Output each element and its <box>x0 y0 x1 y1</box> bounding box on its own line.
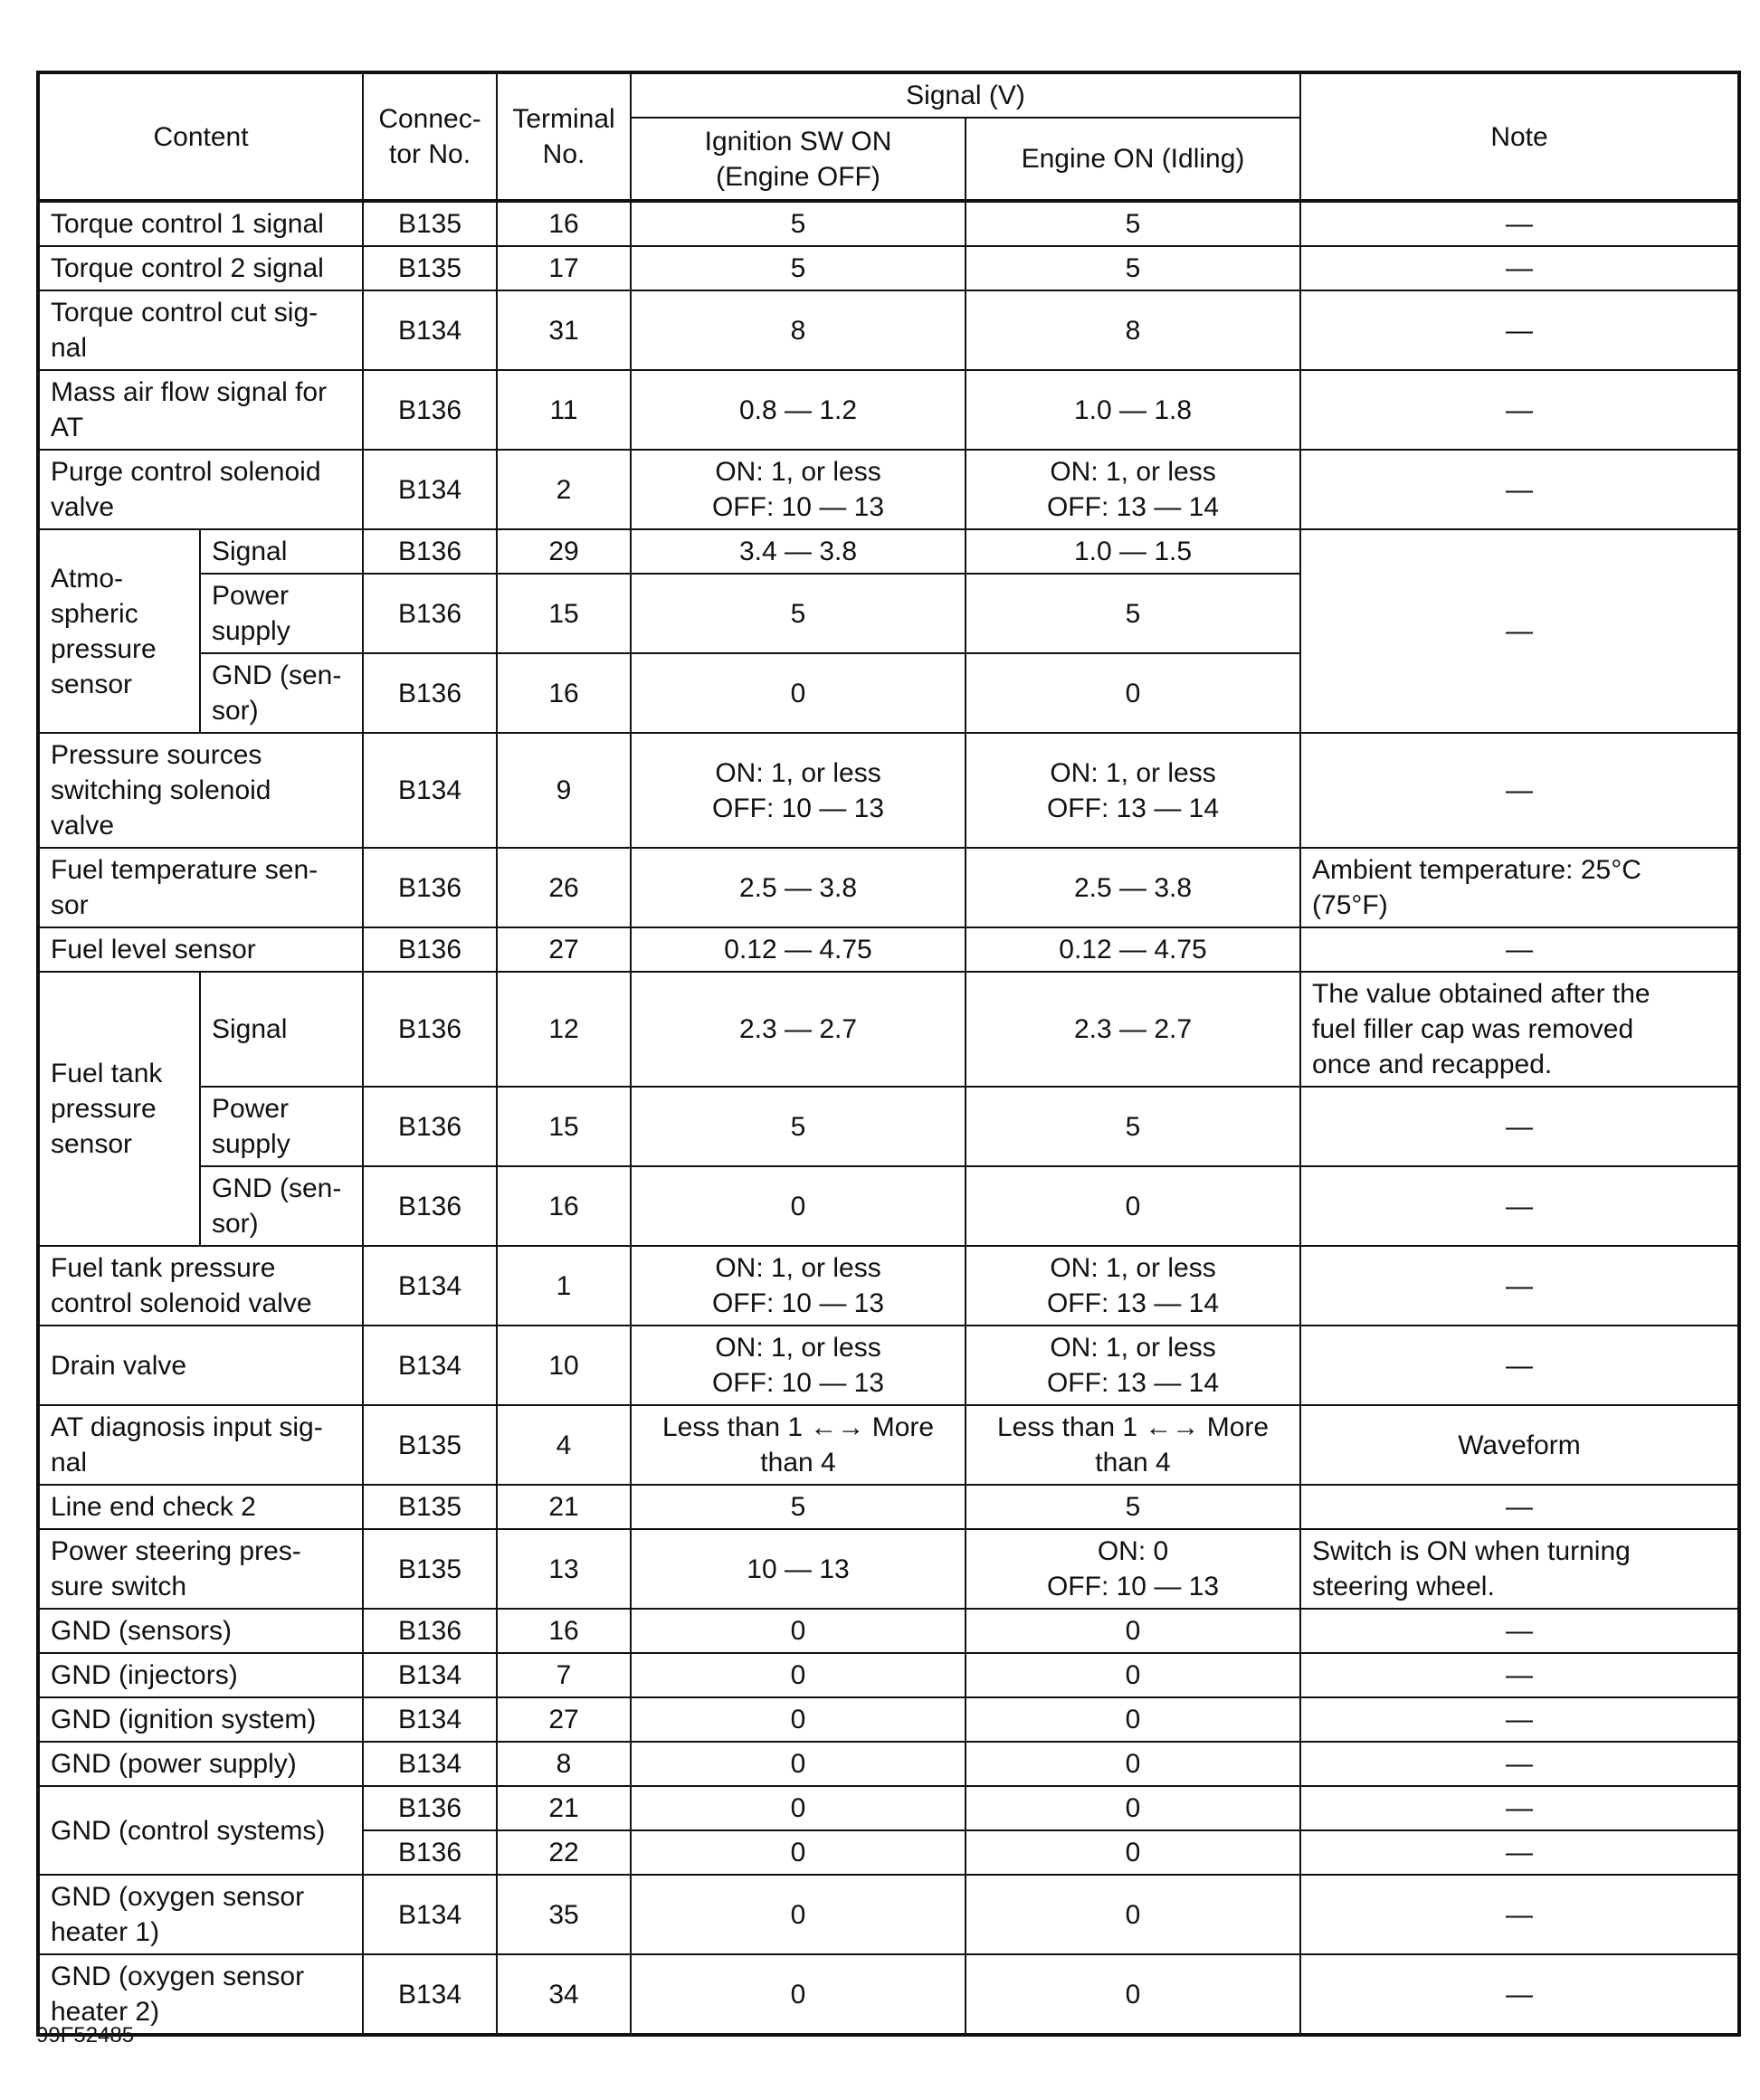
sub-item-cell: GND (sen- sor) <box>200 653 363 733</box>
engine-on-value: 0 <box>966 1609 1300 1653</box>
content-cell: Drain valve <box>38 1326 363 1405</box>
content-cell: AT diagnosis input sig- nal <box>38 1405 363 1485</box>
sub-item-cell: GND (sen- sor) <box>200 1166 363 1246</box>
ignition-on-value: ON: 1, or less OFF: 10 — 13 <box>631 733 966 848</box>
ignition-on-value: 0 <box>631 1742 966 1786</box>
table-row <box>38 290 1739 370</box>
engine-on-value: ON: 1, or less OFF: 13 — 14 <box>966 1326 1300 1405</box>
engine-on-value: 8 <box>966 290 1300 370</box>
engine-on-value: 0 <box>966 1875 1300 1954</box>
ignition-on-value: 0 <box>631 1697 966 1742</box>
content-cell: Power steering pres- sure switch <box>38 1529 363 1609</box>
ignition-on-value: ON: 1, or less OFF: 10 — 13 <box>631 1246 966 1326</box>
note-cell: — <box>1300 1786 1739 1830</box>
note-cell: — <box>1300 1653 1739 1697</box>
engine-on-value: ON: 0 OFF: 10 — 13 <box>966 1529 1300 1609</box>
note-cell: Switch is ON when turning steering wheel. <box>1300 1529 1739 1609</box>
table-row <box>38 201 1739 246</box>
terminal-cell: 16 <box>497 1166 631 1246</box>
table-row <box>38 1087 1739 1166</box>
engine-on-value: 5 <box>966 201 1300 246</box>
ignition-on-value: 0 <box>631 1830 966 1875</box>
engine-on-value: 1.0 — 1.8 <box>966 370 1300 450</box>
content-cell: GND (control systems) <box>38 1786 363 1875</box>
note-cell: — <box>1300 927 1739 972</box>
connector-cell: B136 <box>363 1609 497 1653</box>
terminal-cell: 21 <box>497 1786 631 1830</box>
terminal-cell: 10 <box>497 1326 631 1405</box>
connector-cell: B134 <box>363 1697 497 1742</box>
table-row <box>38 927 1739 972</box>
connector-cell: B136 <box>363 574 497 653</box>
spec-table <box>36 71 1741 2037</box>
connector-cell: B134 <box>363 1742 497 1786</box>
connector-cell: B134 <box>363 733 497 848</box>
note-cell: — <box>1300 201 1739 246</box>
engine-on-value: 5 <box>966 574 1300 653</box>
ignition-on-value: 3.4 — 3.8 <box>631 529 966 574</box>
sensor-group-cell: Fuel tank pressure sensor <box>38 972 200 1246</box>
terminal-cell: 34 <box>497 1954 631 2035</box>
content-cell: GND (ignition system) <box>38 1697 363 1742</box>
engine-on-value: 0 <box>966 1954 1300 2035</box>
ignition-on-value: 2.5 — 3.8 <box>631 848 966 927</box>
ignition-on-value: 0.12 — 4.75 <box>631 927 966 972</box>
terminal-cell: 9 <box>497 733 631 848</box>
table-row <box>38 1166 1739 1246</box>
figure-code: 99F52485 <box>36 2023 135 2048</box>
terminal-cell: 22 <box>497 1830 631 1875</box>
note-cell: — <box>1300 1609 1739 1653</box>
sub-item-cell: Signal <box>200 529 363 574</box>
engine-on-value: 5 <box>966 246 1300 290</box>
header-signal: Signal (V) <box>631 72 1300 118</box>
ignition-on-value: 8 <box>631 290 966 370</box>
table-row <box>38 972 1739 1087</box>
note-cell: — <box>1300 1954 1739 2035</box>
content-cell: Torque control 1 signal <box>38 201 363 246</box>
note-cell: — <box>1300 733 1739 848</box>
engine-on-value: 2.5 — 3.8 <box>966 848 1300 927</box>
note-cell: — <box>1300 1166 1739 1246</box>
content-cell: Fuel level sensor <box>38 927 363 972</box>
note-cell: Waveform <box>1300 1405 1739 1485</box>
ignition-on-value: 5 <box>631 201 966 246</box>
connector-cell: B136 <box>363 653 497 733</box>
connector-cell: B136 <box>363 927 497 972</box>
engine-on-value: ON: 1, or less OFF: 13 — 14 <box>966 733 1300 848</box>
table-row <box>38 370 1739 450</box>
terminal-cell: 11 <box>497 370 631 450</box>
engine-on-value: 0 <box>966 1166 1300 1246</box>
engine-on-value: ON: 1, or less OFF: 13 — 14 <box>966 1246 1300 1326</box>
connector-cell: B136 <box>363 1786 497 1830</box>
terminal-cell: 31 <box>497 290 631 370</box>
ignition-on-value: 0 <box>631 1609 966 1653</box>
note-cell: — <box>1300 1087 1739 1166</box>
connector-cell: B136 <box>363 1087 497 1166</box>
table-row <box>38 1246 1739 1326</box>
note-cell: — <box>1300 1697 1739 1742</box>
content-cell: Mass air flow signal for AT <box>38 370 363 450</box>
note-cell: — <box>1300 1326 1739 1405</box>
table-row <box>38 1326 1739 1405</box>
connector-cell: B136 <box>363 529 497 574</box>
header-note: Note <box>1300 72 1739 201</box>
connector-cell: B136 <box>363 1830 497 1875</box>
note-cell: — <box>1300 1875 1739 1954</box>
content-cell: Fuel tank pressure control solenoid valve <box>38 1246 363 1326</box>
ignition-on-value: Less than 1 ←→ More than 4 <box>631 1405 966 1485</box>
connector-cell: B134 <box>363 290 497 370</box>
terminal-cell: 16 <box>497 201 631 246</box>
ignition-on-value: 10 — 13 <box>631 1529 966 1609</box>
table-row <box>38 1405 1739 1485</box>
content-cell: GND (sensors) <box>38 1609 363 1653</box>
note-cell: — <box>1300 1485 1739 1529</box>
engine-on-value: 2.3 — 2.7 <box>966 972 1300 1087</box>
table-row <box>38 848 1739 927</box>
content-cell: Purge control solenoid valve <box>38 450 363 529</box>
note-cell: — <box>1300 370 1739 450</box>
terminal-cell: 27 <box>497 1697 631 1742</box>
engine-on-value: 0 <box>966 1697 1300 1742</box>
table-row <box>38 1786 1739 1830</box>
connector-cell: B136 <box>363 370 497 450</box>
content-cell: GND (oxygen sensor heater 1) <box>38 1875 363 1954</box>
engine-on-value: 0 <box>966 1786 1300 1830</box>
note-cell: — <box>1300 1742 1739 1786</box>
note-cell: The value obtained after the fuel filler cap was removed once and recapped. <box>1300 972 1739 1087</box>
terminal-cell: 7 <box>497 1653 631 1697</box>
header-ignition-on: Ignition SW ON (Engine OFF) <box>631 118 966 201</box>
content-cell: GND (injectors) <box>38 1653 363 1697</box>
table-row <box>38 1742 1739 1786</box>
content-cell: GND (oxygen sensor heater 2) <box>38 1954 363 2035</box>
table-row <box>38 1609 1739 1653</box>
header-terminal: Terminal No. <box>497 72 631 201</box>
note-cell: — <box>1300 290 1739 370</box>
ignition-on-value: 0 <box>631 1786 966 1830</box>
engine-on-value: Less than 1 ←→ More than 4 <box>966 1405 1300 1485</box>
engine-on-value: ON: 1, or less OFF: 13 — 14 <box>966 450 1300 529</box>
connector-cell: B136 <box>363 1166 497 1246</box>
engine-on-value: 5 <box>966 1087 1300 1166</box>
terminal-cell: 27 <box>497 927 631 972</box>
table-row <box>38 1954 1739 2035</box>
terminal-cell: 13 <box>497 1529 631 1609</box>
content-cell: Pressure sources switching solenoid valve <box>38 733 363 848</box>
table-row <box>38 529 1739 574</box>
terminal-cell: 4 <box>497 1405 631 1485</box>
terminal-cell: 15 <box>497 1087 631 1166</box>
connector-cell: B135 <box>363 1485 497 1529</box>
table-row <box>38 1875 1739 1954</box>
sub-item-cell: Power supply <box>200 574 363 653</box>
note-cell: — <box>1300 1830 1739 1875</box>
table-row <box>38 1697 1739 1742</box>
terminal-cell: 16 <box>497 653 631 733</box>
note-cell: — <box>1300 450 1739 529</box>
terminal-cell: 2 <box>497 450 631 529</box>
ignition-on-value: 5 <box>631 1087 966 1166</box>
terminal-cell: 29 <box>497 529 631 574</box>
connector-cell: B134 <box>363 1326 497 1405</box>
engine-on-value: 0 <box>966 1742 1300 1786</box>
table-row <box>38 1529 1739 1609</box>
ignition-on-value: 0 <box>631 1954 966 2035</box>
engine-on-value: 0 <box>966 1653 1300 1697</box>
table-row <box>38 246 1739 290</box>
header-engine-on: Engine ON (Idling) <box>966 118 1300 201</box>
ignition-on-value: 2.3 — 2.7 <box>631 972 966 1087</box>
engine-on-value: 0 <box>966 1830 1300 1875</box>
ignition-on-value: 0.8 — 1.2 <box>631 370 966 450</box>
table-row <box>38 733 1739 848</box>
note-cell: — <box>1300 529 1739 733</box>
note-cell: Ambient temperature: 25°C (75°F) <box>1300 848 1739 927</box>
connector-cell: B135 <box>363 1405 497 1485</box>
note-cell: — <box>1300 246 1739 290</box>
table-row <box>38 1485 1739 1529</box>
connector-cell: B136 <box>363 848 497 927</box>
ignition-on-value: 5 <box>631 1485 966 1529</box>
engine-on-value: 0 <box>966 653 1300 733</box>
content-cell: Fuel temperature sen- sor <box>38 848 363 927</box>
connector-cell: B134 <box>363 1954 497 2035</box>
terminal-cell: 21 <box>497 1485 631 1529</box>
sub-item-cell: Signal <box>200 972 363 1087</box>
connector-cell: B134 <box>363 1246 497 1326</box>
connector-cell: B136 <box>363 972 497 1087</box>
sub-item-cell: Power supply <box>200 1087 363 1166</box>
ignition-on-value: 5 <box>631 574 966 653</box>
terminal-cell: 26 <box>497 848 631 927</box>
note-cell: — <box>1300 1246 1739 1326</box>
connector-cell: B134 <box>363 1875 497 1954</box>
engine-on-value: 1.0 — 1.5 <box>966 529 1300 574</box>
table-row <box>38 450 1739 529</box>
terminal-cell: 8 <box>497 1742 631 1786</box>
connector-cell: B134 <box>363 450 497 529</box>
ignition-on-value: ON: 1, or less OFF: 10 — 13 <box>631 1326 966 1405</box>
content-cell: Torque control 2 signal <box>38 246 363 290</box>
table-body <box>38 201 1739 2035</box>
content-cell: Torque control cut sig- nal <box>38 290 363 370</box>
engine-on-value: 5 <box>966 1485 1300 1529</box>
terminal-cell: 15 <box>497 574 631 653</box>
engine-on-value: 0.12 — 4.75 <box>966 927 1300 972</box>
connector-cell: B135 <box>363 201 497 246</box>
ignition-on-value: ON: 1, or less OFF: 10 — 13 <box>631 450 966 529</box>
ignition-on-value: 0 <box>631 653 966 733</box>
ignition-on-value: 5 <box>631 246 966 290</box>
terminal-cell: 17 <box>497 246 631 290</box>
table-row <box>38 1653 1739 1697</box>
sensor-group-cell: Atmo- spheric pressure sensor <box>38 529 200 733</box>
content-cell: GND (power supply) <box>38 1742 363 1786</box>
connector-cell: B135 <box>363 246 497 290</box>
terminal-cell: 12 <box>497 972 631 1087</box>
connector-cell: B134 <box>363 1653 497 1697</box>
header-connector: Connec- tor No. <box>363 72 497 201</box>
connector-cell: B135 <box>363 1529 497 1609</box>
ignition-on-value: 0 <box>631 1653 966 1697</box>
terminal-cell: 1 <box>497 1246 631 1326</box>
ignition-on-value: 0 <box>631 1875 966 1954</box>
header-content: Content <box>38 72 363 201</box>
terminal-cell: 35 <box>497 1875 631 1954</box>
content-cell: Line end check 2 <box>38 1485 363 1529</box>
terminal-cell: 16 <box>497 1609 631 1653</box>
ignition-on-value: 0 <box>631 1166 966 1246</box>
